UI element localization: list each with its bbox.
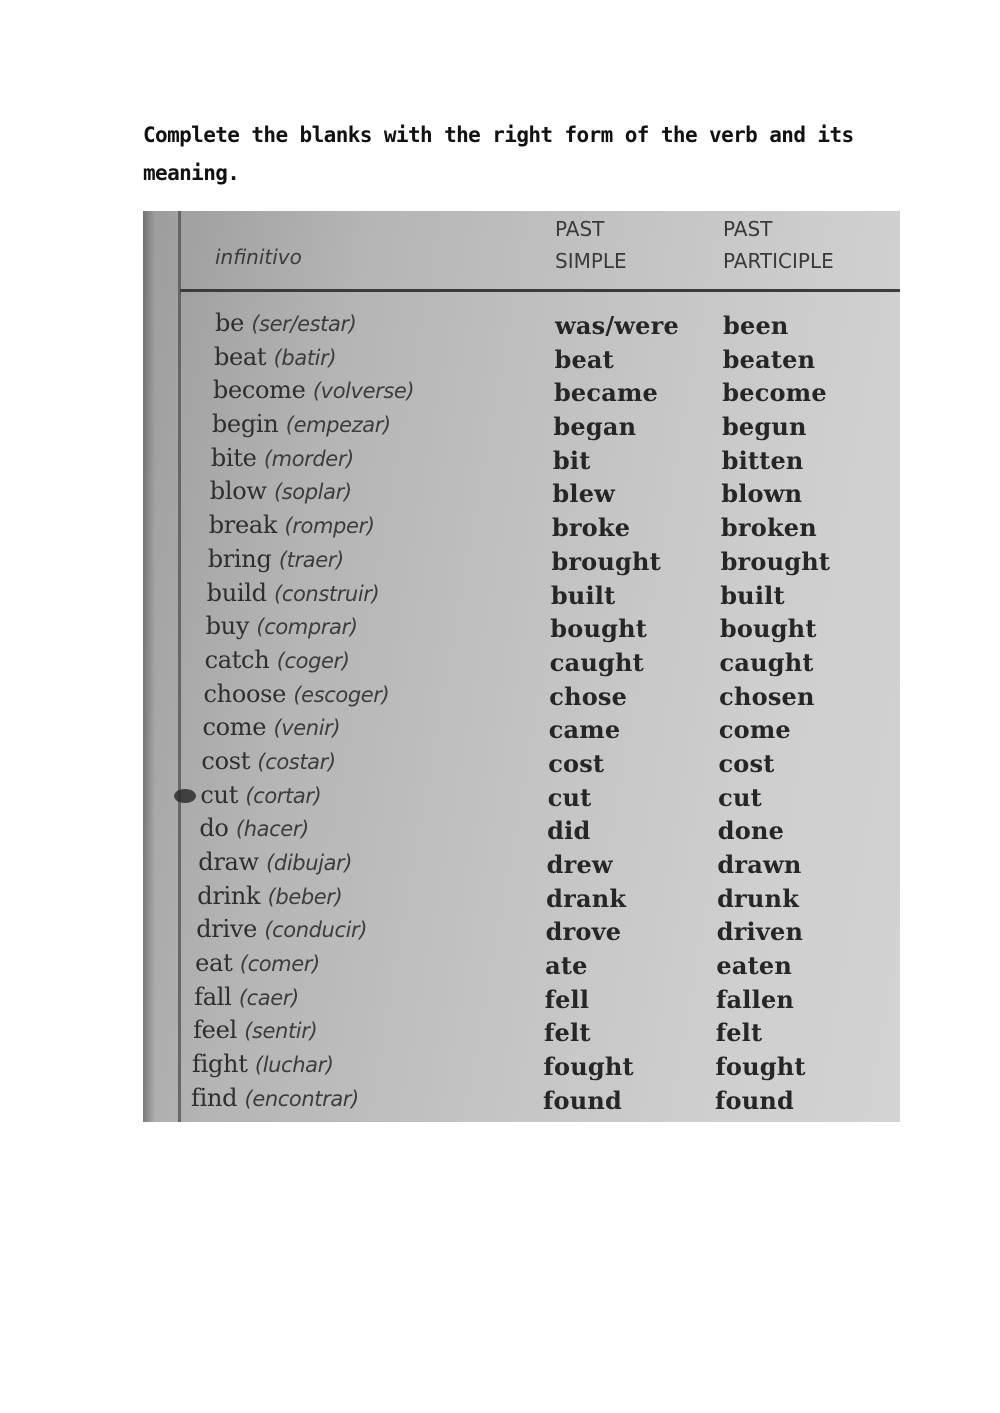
infinitive-verb: break: [208, 511, 278, 540]
infinitive-verb: catch: [204, 645, 270, 674]
infinitive-verb: buy: [205, 612, 250, 641]
spanish-meaning: (traer): [278, 547, 344, 572]
infinitive-cell: [198, 846, 352, 880]
past-simple-cell: found: [543, 1085, 623, 1115]
past-participle-cell: cost: [718, 748, 775, 778]
infinitive-cell: [213, 374, 414, 408]
spanish-meaning: (romper): [284, 514, 375, 539]
header-infinitive: infinitivo: [215, 245, 302, 269]
infinitive-verb: draw: [198, 848, 259, 876]
past-simple-cell: caught: [549, 647, 644, 677]
past-simple-cell: was/were: [555, 311, 679, 340]
table-row: [143, 577, 900, 611]
table-row: [143, 442, 900, 476]
infinitive-verb: begin: [211, 410, 279, 439]
past-participle-cell: built: [720, 580, 785, 610]
past-participle-cell: broken: [720, 513, 817, 543]
instructions: Complete the blanks with the right form of the verb and its meaning.: [143, 123, 854, 185]
past-simple-cell: drew: [546, 850, 613, 879]
past-simple-cell: bought: [550, 614, 648, 644]
table-row: [143, 846, 900, 880]
past-simple-cell: built: [550, 580, 616, 610]
table-row: [143, 408, 900, 442]
past-simple-cell: did: [547, 816, 591, 846]
past-simple-cell: began: [553, 412, 637, 442]
past-simple-cell: ate: [545, 951, 588, 981]
past-participle-cell: done: [717, 816, 785, 846]
spanish-meaning: (coger): [276, 648, 350, 673]
header-past-participle: [723, 213, 893, 277]
verb-table-photo: [143, 211, 900, 1122]
past-participle-cell: been: [723, 311, 789, 340]
spanish-meaning: (sentir): [244, 1019, 318, 1044]
past-participle-cell: brought: [720, 546, 831, 576]
header-past-participle-line-2: PARTICIPLE: [723, 249, 834, 273]
table-row: [143, 678, 900, 712]
infinitive-verb: fight: [192, 1050, 248, 1079]
past-simple-cell: cut: [547, 782, 592, 812]
infinitive-verb: feel: [193, 1016, 237, 1045]
spanish-meaning: (cortar): [245, 783, 322, 808]
infinitive-verb: drive: [196, 915, 257, 944]
past-simple-cell: broke: [551, 513, 631, 543]
infinitive-verb: find: [191, 1083, 238, 1112]
infinitive-cell: [194, 981, 299, 1015]
infinitive-verb: drink: [197, 881, 261, 910]
table-row: [143, 779, 900, 813]
infinitive-verb: do: [199, 814, 229, 843]
table-row: [143, 610, 900, 644]
table-row: [143, 880, 900, 914]
infinitive-cell: [215, 307, 356, 341]
past-participle-cell: come: [718, 715, 791, 745]
table-row: [143, 543, 900, 577]
table-row: [143, 307, 900, 341]
past-simple-cell: drove: [545, 917, 622, 947]
table-row: [143, 981, 900, 1015]
spanish-meaning: (soplar): [273, 480, 352, 505]
infinitive-cell: [207, 577, 380, 611]
verb-rows: [143, 307, 900, 1116]
past-participle-cell: cut: [718, 782, 762, 812]
table-row: [143, 1082, 900, 1116]
past-simple-cell: felt: [544, 1018, 591, 1048]
infinitive-cell: [197, 880, 342, 914]
infinitive-verb: eat: [195, 949, 233, 978]
past-participle-cell: drunk: [717, 883, 800, 913]
past-participle-cell: felt: [715, 1018, 763, 1048]
past-participle-cell: fought: [715, 1052, 806, 1082]
past-participle-cell: caught: [719, 647, 814, 677]
past-participle-cell: drawn: [717, 850, 802, 879]
infinitive-cell: [212, 408, 391, 442]
past-simple-cell: blew: [552, 479, 616, 509]
infinitive-verb: fall: [194, 982, 232, 1011]
spanish-meaning: (beber): [267, 884, 343, 909]
spanish-meaning: (luchar): [254, 1053, 334, 1078]
infinitive-cell: [214, 341, 336, 375]
past-participle-cell: eaten: [716, 951, 793, 981]
past-participle-cell: fallen: [716, 984, 795, 1014]
past-participle-cell: become: [722, 378, 827, 408]
spanish-meaning: (caer): [238, 985, 299, 1010]
spanish-meaning: (dibujar): [266, 851, 353, 875]
spanish-meaning: (comprar): [256, 615, 358, 640]
spanish-meaning: (comer): [239, 952, 320, 977]
spanish-meaning: (escoger): [293, 682, 390, 707]
table-row: [143, 475, 900, 509]
spanish-meaning: (venir): [273, 716, 341, 741]
infinitive-verb: blow: [209, 477, 267, 506]
past-participle-cell: blown: [721, 479, 803, 509]
past-participle-cell: chosen: [719, 681, 815, 711]
header-past-participle-line-1: PAST: [723, 217, 773, 241]
past-simple-cell: fell: [544, 984, 590, 1014]
header-past-simple: [555, 213, 715, 277]
table-row: [143, 812, 900, 846]
past-participle-cell: bought: [719, 614, 817, 644]
infinitive-cell: [202, 711, 340, 745]
past-participle-cell: driven: [716, 917, 804, 947]
past-simple-cell: came: [548, 715, 621, 745]
past-simple-cell: cost: [548, 748, 605, 778]
infinitive-cell: [195, 947, 320, 981]
table-row: [143, 711, 900, 745]
infinitive-cell: [192, 1048, 334, 1082]
infinitive-cell: [200, 779, 321, 813]
table-row: [143, 374, 900, 408]
past-simple-cell: beat: [554, 344, 614, 374]
table-row: [143, 644, 900, 678]
infinitive-verb: be: [215, 309, 244, 337]
infinitive-cell: [205, 644, 350, 678]
past-participle-cell: begun: [721, 412, 807, 442]
spanish-meaning: (morder): [263, 446, 354, 471]
infinitive-verb: choose: [203, 679, 287, 708]
table-row: [143, 341, 900, 375]
table-row: [143, 745, 900, 779]
spanish-meaning: (batir): [273, 345, 337, 370]
header-past-simple-line-2: SIMPLE: [555, 249, 627, 273]
table-row: [143, 947, 900, 981]
infinitive-cell: [211, 442, 354, 476]
past-simple-cell: became: [553, 378, 659, 408]
past-simple-cell: fought: [543, 1052, 634, 1082]
infinitive-verb: come: [202, 713, 267, 742]
table-row: [143, 913, 900, 947]
infinitive-verb: build: [206, 578, 267, 607]
past-participle-cell: found: [715, 1085, 795, 1115]
past-participle-cell: bitten: [721, 445, 804, 475]
infinitive-verb: cost: [201, 746, 251, 775]
infinitive-verb: cut: [200, 780, 239, 809]
infinitive-verb: beat: [213, 342, 267, 371]
infinitive-cell: [206, 610, 358, 644]
infinitive-verb: become: [212, 376, 306, 405]
infinitive-cell: [209, 509, 375, 543]
spanish-meaning: (volverse): [312, 379, 415, 404]
past-simple-cell: bit: [552, 445, 591, 475]
infinitive-cell: [210, 475, 352, 509]
table-row: [143, 1048, 900, 1082]
infinitive-cell: [191, 1082, 359, 1116]
spanish-meaning: (encontrar): [244, 1086, 359, 1111]
infinitive-cell: [199, 812, 308, 846]
spanish-meaning: (conducir): [264, 918, 368, 943]
infinitive-cell: [204, 678, 390, 712]
table-row: [143, 509, 900, 543]
infinitive-cell: [208, 543, 344, 577]
spanish-meaning: (construir): [274, 581, 380, 606]
spanish-meaning: (costar): [257, 749, 336, 774]
past-simple-cell: drank: [546, 883, 627, 913]
infinitive-verb: bring: [207, 544, 272, 573]
past-simple-cell: chose: [549, 681, 628, 711]
infinitive-cell: [196, 913, 367, 947]
spanish-meaning: (ser/estar): [251, 312, 357, 336]
infinitive-verb: bite: [210, 443, 257, 472]
past-simple-cell: brought: [551, 546, 661, 576]
spanish-meaning: (empezar): [285, 413, 391, 438]
infinitive-cell: [193, 1014, 317, 1048]
header-divider: [180, 289, 900, 292]
infinitive-cell: [201, 745, 335, 779]
spanish-meaning: (hacer): [235, 817, 309, 842]
table-row: [143, 1014, 900, 1048]
past-participle-cell: beaten: [722, 344, 816, 374]
header-past-simple-line-1: PAST: [555, 217, 605, 241]
